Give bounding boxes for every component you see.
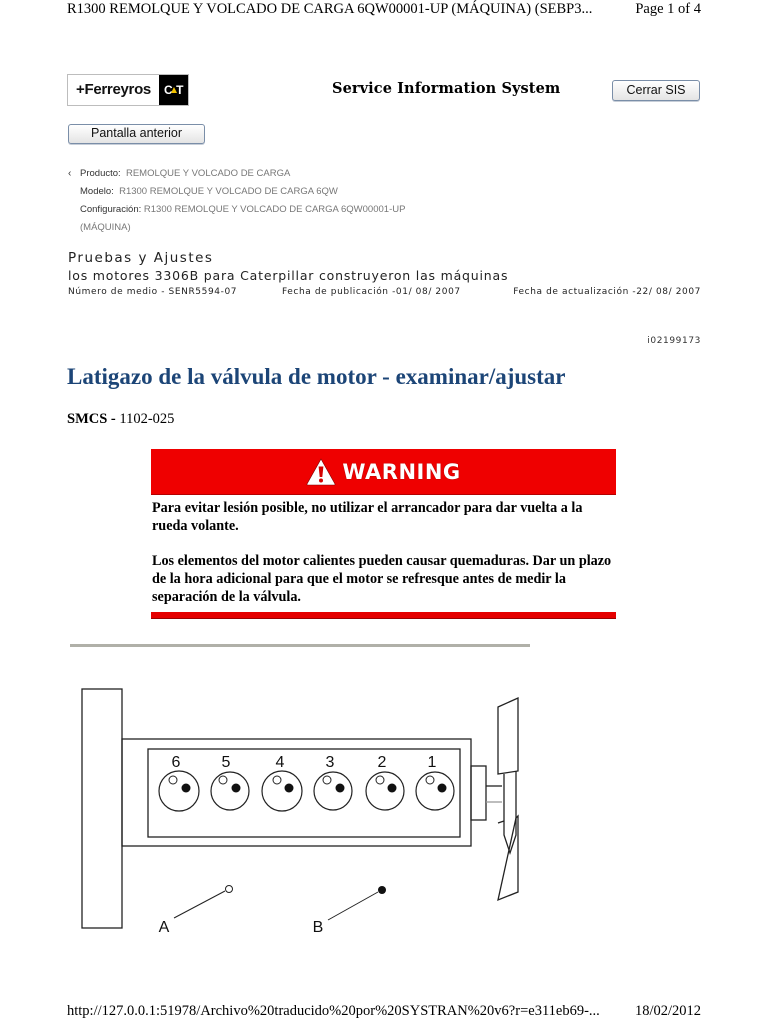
warning-banner [151, 449, 616, 495]
close-sis-button[interactable]: Cerrar SIS [612, 80, 700, 101]
callout-a-label: A [158, 919, 170, 936]
media-number: Número de medio - SENR5594-07 [68, 287, 238, 297]
publication-facts [68, 287, 701, 301]
breadcrumb-product[interactable]: ‹ Producto: REMOLQUE Y VOLCADO DE CARGA [68, 165, 405, 183]
page-number: Page 1 of 4 [635, 1, 701, 17]
system-title: Service Information System [332, 80, 561, 97]
print-header [67, 0, 701, 20]
ferreyros-logo-text: +Ferreyros [76, 81, 151, 98]
document-id: i02199173 [647, 336, 701, 346]
svg-text:3: 3 [325, 754, 335, 771]
warning-label: WARNING [342, 459, 461, 484]
svg-text:1: 1 [427, 754, 437, 771]
breadcrumb-configuration: Configuración: R1300 REMOLQUE Y VOLCADO DE CARGA 6QW00001-UP [80, 204, 406, 215]
section-name: Pruebas y Ajustes [68, 250, 214, 266]
horizontal-divider [70, 644, 530, 647]
ferreyros-cat-logo [67, 74, 189, 106]
callout-b-closed-valve-icon [378, 886, 386, 894]
page-url: http://127.0.0.1:51978/Archivo%20traducido%20por%20SYSTRAN%20v6?r=e311eb69-... [67, 1003, 600, 1019]
update-date: Fecha de actualización -22/ 08/ 2007 [513, 287, 701, 297]
breadcrumb-configuration-cont: (MÁQUINA) [80, 222, 131, 233]
warning-paragraph: Para evitar lesión posible, no utilizar el arrancador para dar vuelta a la rueda volante. [152, 500, 583, 534]
cat-logo-badge: C T [159, 75, 188, 105]
page-title: Latigazo de la válvula de motor - examinar/ajustar [67, 364, 566, 389]
warning-paragraph: Los elementos del motor calientes pueden causar quemaduras. Dar un plazo de la hora adicional para que el motor se refresque antes de medir la separación de la válvula. [152, 553, 612, 605]
print-date: 18/02/2012 [634, 1003, 701, 1019]
warning-triangle-icon [306, 458, 336, 486]
smcs-code: SMCS - 1102-025 [67, 411, 175, 427]
publication-date: Fecha de publicación -01/ 08/ 2007 [282, 287, 461, 297]
engine-description: los motores 3306B para Caterpillar construyeron las máquinas [68, 268, 509, 283]
chevron-left-icon[interactable]: ‹ [68, 168, 72, 179]
warning-bottom-bar [151, 612, 616, 619]
svg-text:5: 5 [221, 754, 231, 771]
svg-text:6: 6 [171, 754, 181, 771]
breadcrumb [68, 165, 405, 237]
breadcrumb-model: Modelo: R1300 REMOLQUE Y VOLCADO DE CARGA 6QW [80, 186, 338, 197]
callout-b-label: B [312, 919, 324, 936]
svg-text:2: 2 [377, 754, 387, 771]
callout-a-open-valve-icon [226, 886, 233, 893]
plus-cross-icon: + [76, 81, 85, 98]
document-meta [68, 249, 701, 301]
valve-arrangement-diagram [70, 680, 550, 940]
cat-triangle-icon [171, 87, 177, 93]
previous-screen-button[interactable]: Pantalla anterior [68, 124, 205, 144]
document-title: R1300 REMOLQUE Y VOLCADO DE CARGA 6QW00001-UP (MÁQUINA) (SEBP3... [67, 1, 593, 17]
svg-text:4: 4 [275, 754, 285, 771]
flywheel-housing [82, 689, 122, 928]
warning-box [151, 449, 616, 619]
engine-cylinder-diagram [70, 680, 550, 940]
warning-text [151, 495, 616, 606]
